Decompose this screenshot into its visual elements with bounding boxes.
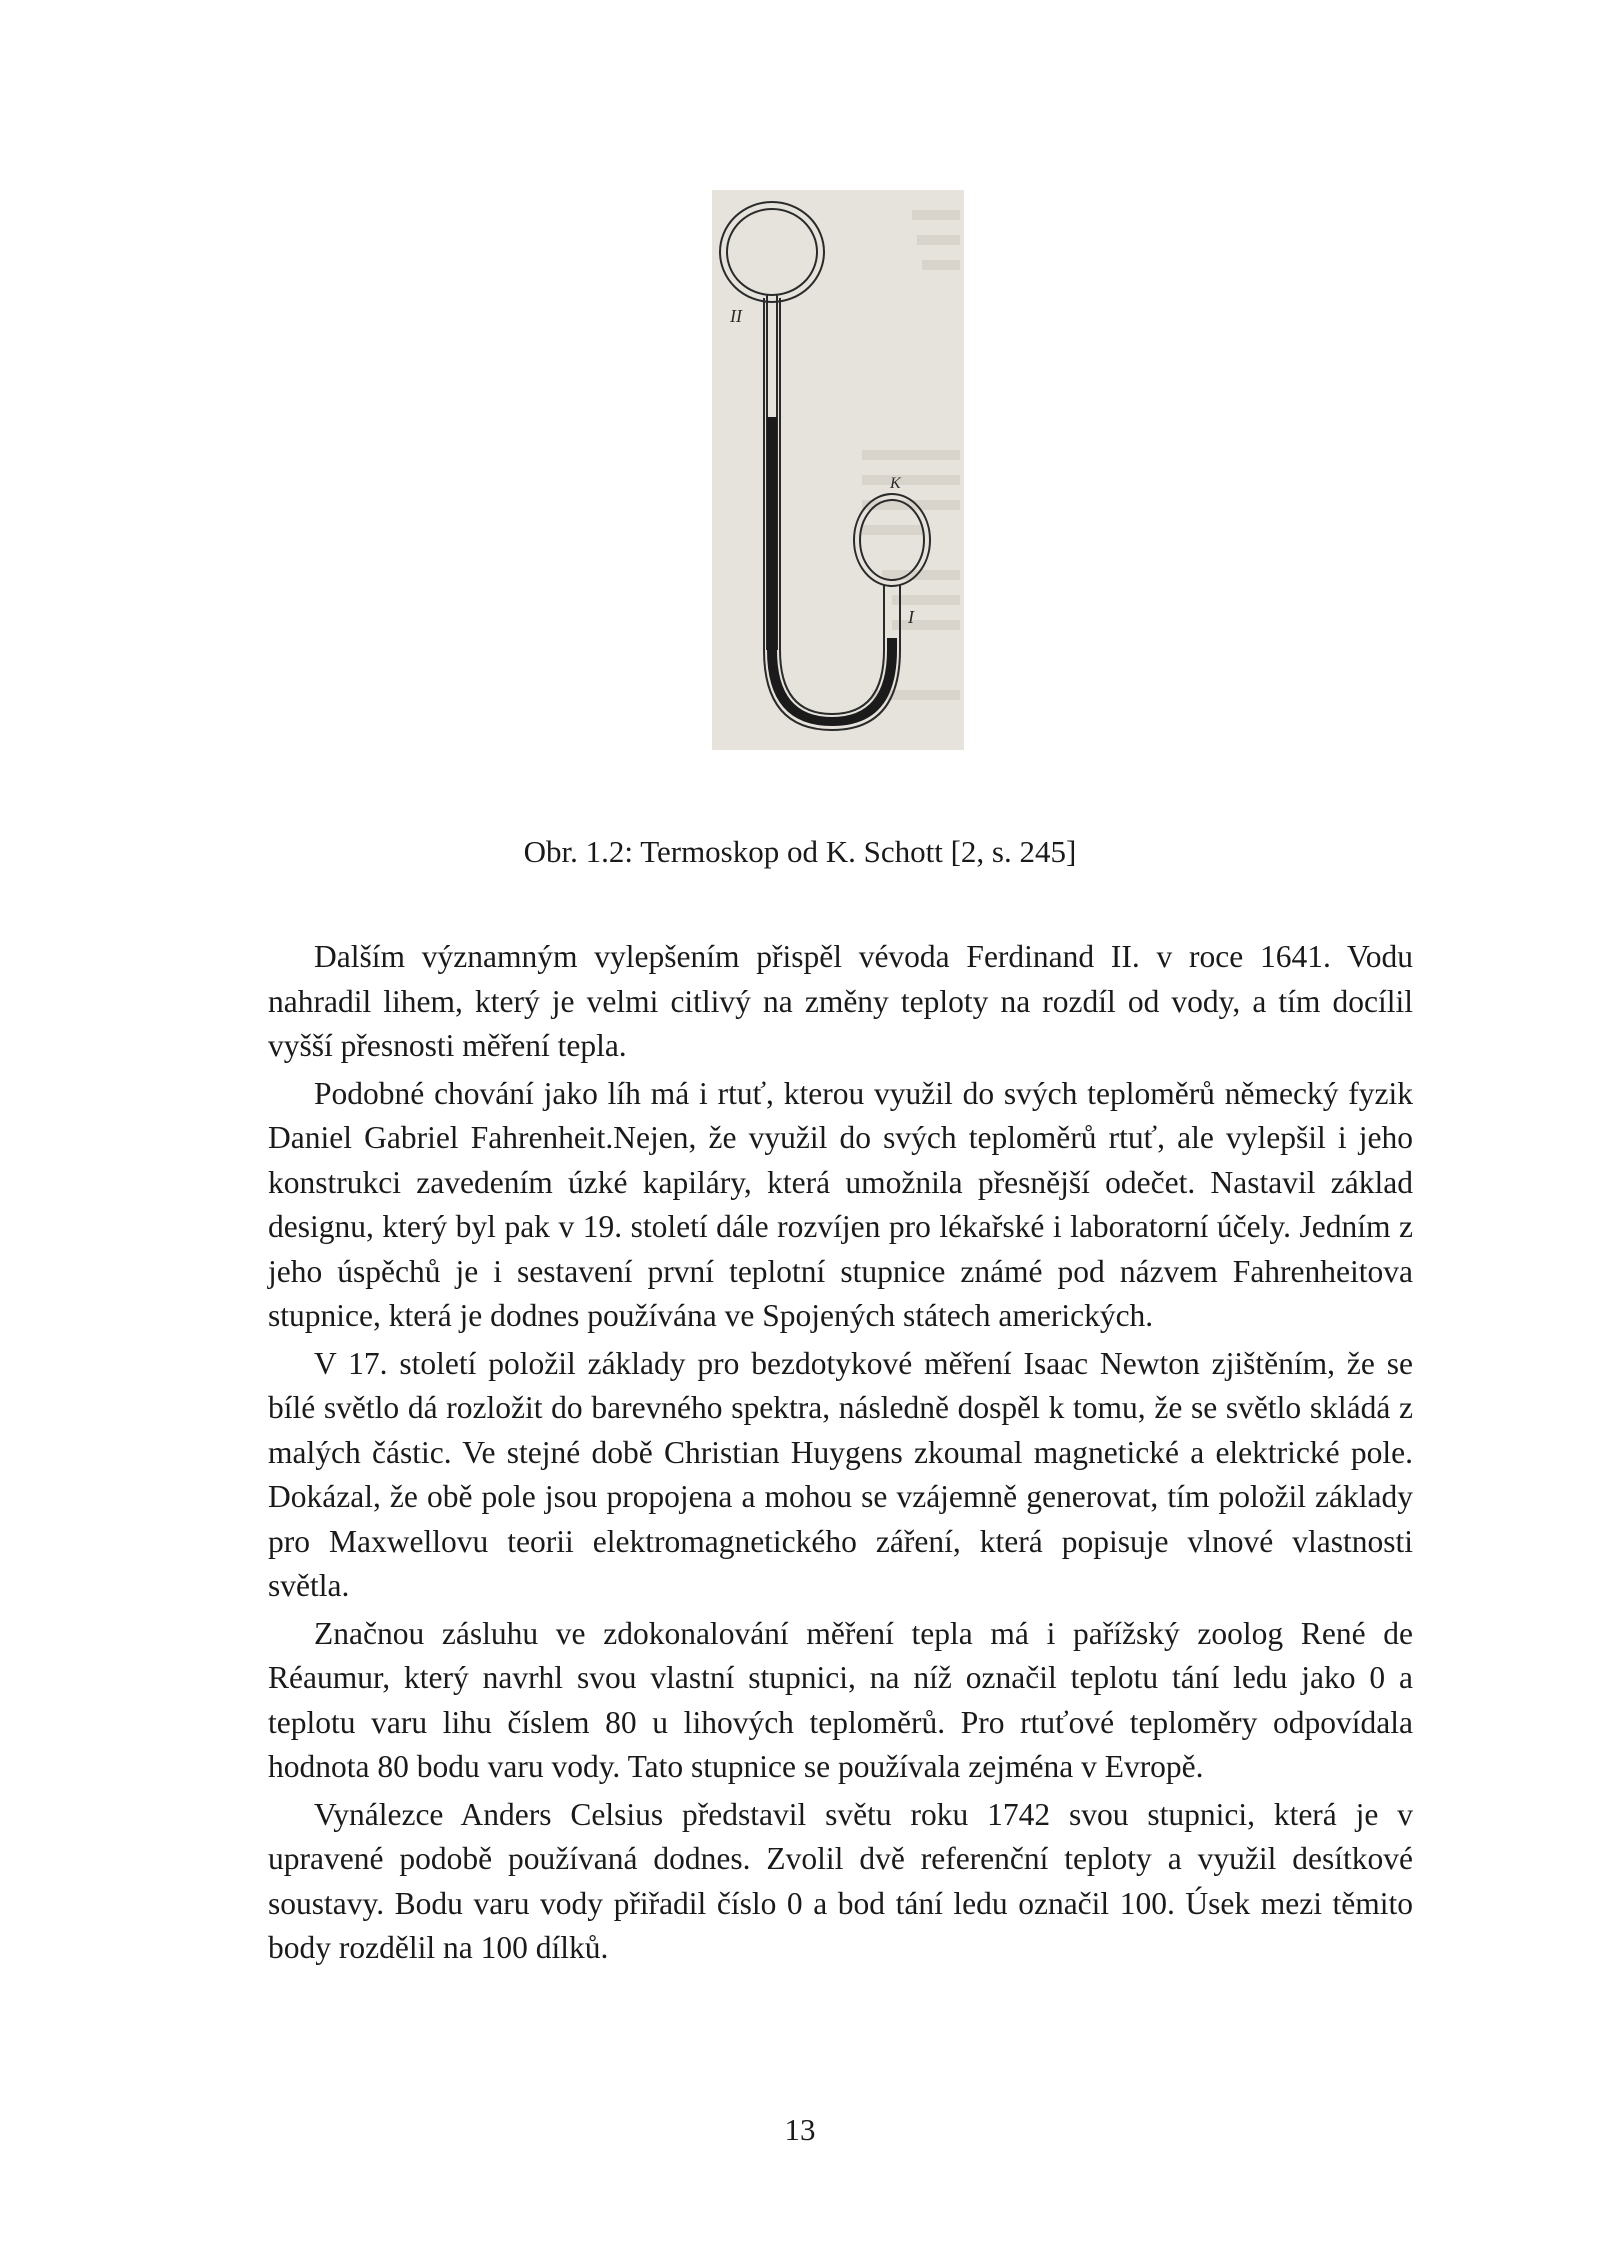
label-II: II bbox=[730, 306, 742, 326]
paragraph: Dalším významným vylepšením přispěl vévoda Ferdinand II. v roce 1641. Vodu nahradil lihem, který je velmi citlivý na změny teploty na rozdíl od vody, a tím docílil vyšší přesnosti měření tepla. bbox=[268, 939, 1413, 1063]
paragraph: V 17. století položil základy pro bezdotykové měření Isaac Newton zjištěním, že se bílé světlo dá rozložit do barevného spektra, následně dospěl k tomu, že se světlo skládá z malých částic. Ve stejné době Christian Huygens zkoumal magnetické a elektrické pole. Dokázal, že obě pole jsou propojena a mohou se vzájemně generovat, tím položil základy pro Maxwellovu teorii elektromagnetického záření, která popisuje vlnové vlastnosti světla. bbox=[268, 1345, 1413, 1603]
label-K: K bbox=[890, 475, 901, 492]
thermoscope-figure bbox=[712, 190, 964, 750]
paragraph: Vynálezce Anders Celsius představil světu roku 1742 svou stupnici, která je v upravené podobě používaná dodnes. Zvolil dvě referenční teploty a využil desítkové soustavy. Bodu varu vody přiřadil číslo 0 a bod tání ledu označil 100. Úsek mezi těmito body rozdělil na 100 dílků. bbox=[268, 1796, 1413, 1965]
label-I: I bbox=[908, 607, 914, 627]
liquid-column bbox=[767, 417, 897, 726]
upper-bulb bbox=[720, 202, 824, 302]
thermoscope-illustration bbox=[712, 190, 964, 750]
paragraph: Značnou zásluhu ve zdokonalování měření tepla má i pařížský zoolog René de Réaumur, který navrhl svou vlastní stupnici, na níž označil teplotu tání ledu jako 0 a teplotu varu lihu číslem 80 u lihových teploměrů. Pro rtuťové teploměry odpovídala hodnota 80 bodu varu vody. Tato stupnice se používala zejména v Evropě. bbox=[268, 1615, 1413, 1784]
page-number: 13 bbox=[784, 2112, 816, 2147]
body-text bbox=[268, 935, 1413, 1971]
figure-caption: Obr. 1.2: Termoskop od K. Schott [2, s. 245] bbox=[523, 834, 1077, 869]
paragraph: Podobné chování jako líh má i rtuť, kterou využil do svých teploměrů německý fyzik Daniel Gabriel Fahrenheit.Nejen, že využil do svých teploměrů rtuť, ale vylepšil i jeho konstrukci zavedením úzké kapiláry, která umožnila přesnější odečet. Nastavil základ designu, který byl pak v 19. století dále rozvíjen pro lékařské i laboratorní účely. Jedním z jeho úspěchů je i sestavení první teplotní stupnice známé pod názvem Fahrenheitova stupnice, která je dodnes používána ve Spojených státech amerických. bbox=[268, 1075, 1413, 1333]
